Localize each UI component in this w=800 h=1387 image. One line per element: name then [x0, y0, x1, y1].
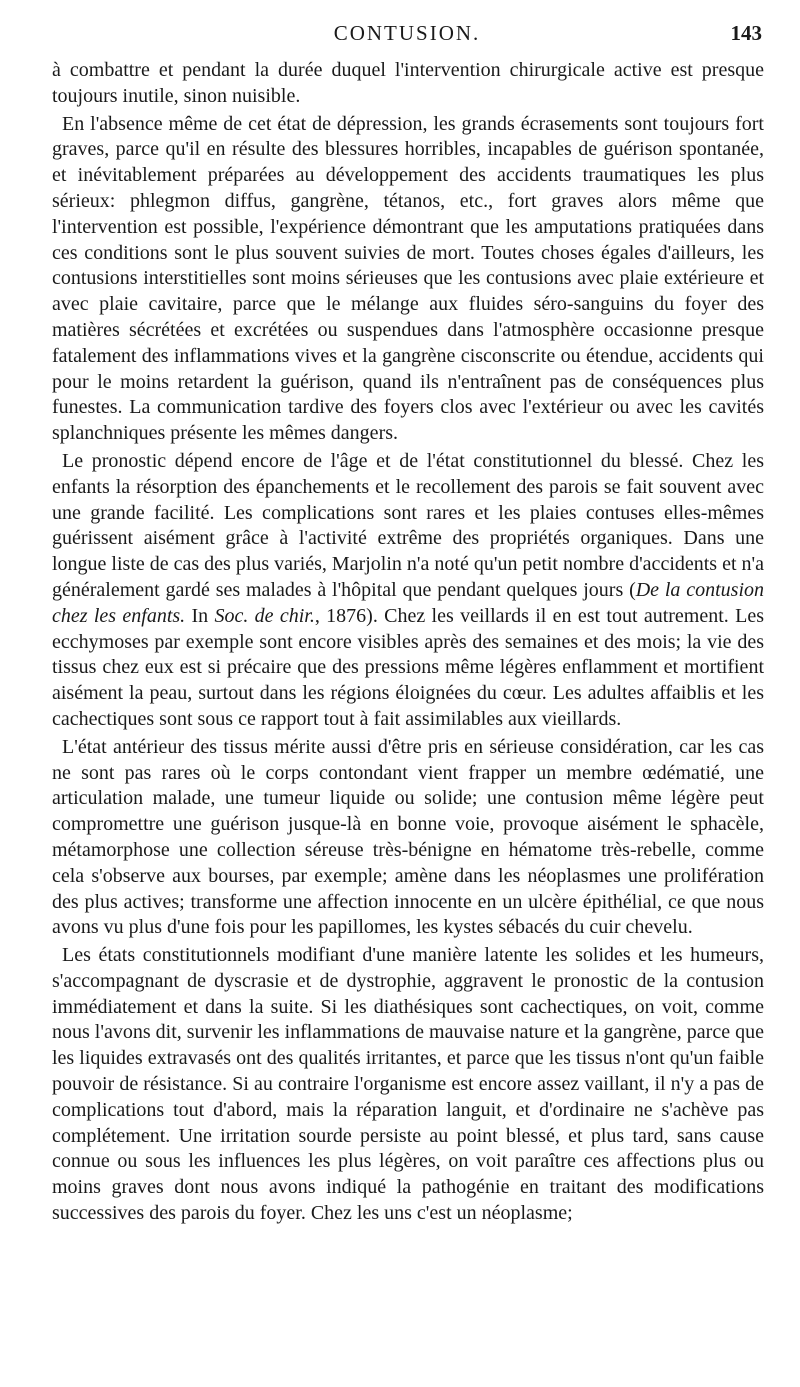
paragraph-crushing-injuries: En l'absence même de cet état de dépression, les grands écrasements sont toujours fort graves, parce qu'il en résulte des blessures horribles, incapables de guérison spontanée, et inévitablement préparées au développement des accidents traumatiques les plus sérieux: phlegmon diffus, gangrène, tétanos, etc., fort graves alors même que l'intervention est possible, l'expérience démontrant que les amputations pratiquées dans ces conditions sont le plus souvent suivies de mort. Toutes choses égales d'ailleurs, les contusions interstitielles sont moins sérieuses que les contusions avec plaie extérieure et avec plaie cavitaire, parce que le mélange aux fluides séro-sanguins du foyer des matières sécrétées et excrétées ou suspendues dans l'atmosphère occasionne presque fatalement des inflammations vives et la gangrène cisconscrite ou étendue, accidents qui pour le moins retardent la guérison, quand ils n'entraînent pas de conséquences plus funestes. La communication tardive des foyers clos avec l'extérieur ou avec les cavités splanchniques présente les mêmes dangers.: [52, 112, 764, 445]
running-title: CONTUSION.: [333, 21, 481, 45]
page-number: 143: [730, 21, 762, 45]
prognosis-text-end: , 1876). Chez les veillards il en est tout autrement. Les ecchymoses par exemple sont encore visibles après des semaines et des mois; la vie des tissus chez eux est si précaire que des pressions même légères enflamment et mortifient aisément la peau, surtout dans les régions éloignées du cœur. Les adultes affaiblis et les cachectiques sont sous ce rapport tout à fait assimilables aux vieillards.: [52, 604, 764, 730]
citation-title: De la contusion chez les enfants.: [52, 578, 765, 627]
paragraph-constitutional-states: Les états constitutionnels modifiant d'une manière latente les solides et les humeurs, s'accompagnant de dyscrasie et de dystrophie, aggravent le pronostic de la contusion immédiatement et dans la suite. Si les diathésiques sont cachectiques, on voit, comme nous l'avons dit, survenir les inflammations de mauvaise nature et la gangrène, parce que les liquides extravasés ont des qualités irritantes, et parce que les tissus n'ont qu'un faible pouvoir de résistance. Si au contraire l'organisme est encore assez vaillant, il n'y a pas de complications tout d'abord, mais la réparation languit, et d'ordinaire ne s'achève pas complétement. Une irritation sourde persiste au point blessé, et plus tard, sans cause connue ou sous les influences les plus légères, on voit paraître ces affections plus ou moins graves dont nous avons indiqué la pathogénie en traitant des modifications successives des parois du foyer. Chez les uns c'est un néoplasme;: [52, 944, 764, 1225]
citation-journal: Soc. de chir.: [214, 604, 315, 627]
text-body: [52, 58, 764, 1229]
running-head: [52, 18, 762, 48]
paragraph-prognosis-age: [52, 449, 764, 733]
citation-in: In: [185, 604, 215, 627]
paragraph-continuation: à combattre et pendant la durée duquel l'intervention chirurgicale active est presque toujours inutile, sinon nuisible.: [52, 59, 764, 107]
paragraph-tissue-state: L'état antérieur des tissus mérite aussi d'être pris en sérieuse considération, car les cas ne sont pas rares où le corps contondant vient frapper un membre œdématié, une articulation malade, une tumeur liquide ou solide; une contusion même légère peut compromettre une guérison jusque-là en bonne voie, provoque aisément le sphacèle, métamorphose une collection séreuse très-bénigne en hématome très-rebelle, comme cela s'observe aux bourses, par exemple; amène dans les néoplasmes une prolifération des plus actives; transforme une affection innocente en un ulcère épithélial, ce que nous avons vu plus d'une fois pour les papillomes, les kystes sébacés du cuir chevelu.: [52, 735, 764, 939]
prognosis-text-start: Le pronostic dépend encore de l'âge et de l'état constitutionnel du blessé. Chez les enfants la résorption des épanchements et le recollement des parois se fait souvent avec une grande facilité. Les complications sont rares et les plaies contuses elles-mêmes guérissent aisément grâce à l'activité extrême des propriétés organiques. Dans une longue liste de cas des plus variés, Marjolin n'a noté qu'un petit nombre d'accidents et n'a généralement gardé ses malades à l'hôpital que pendant quelques jours (: [52, 449, 765, 601]
